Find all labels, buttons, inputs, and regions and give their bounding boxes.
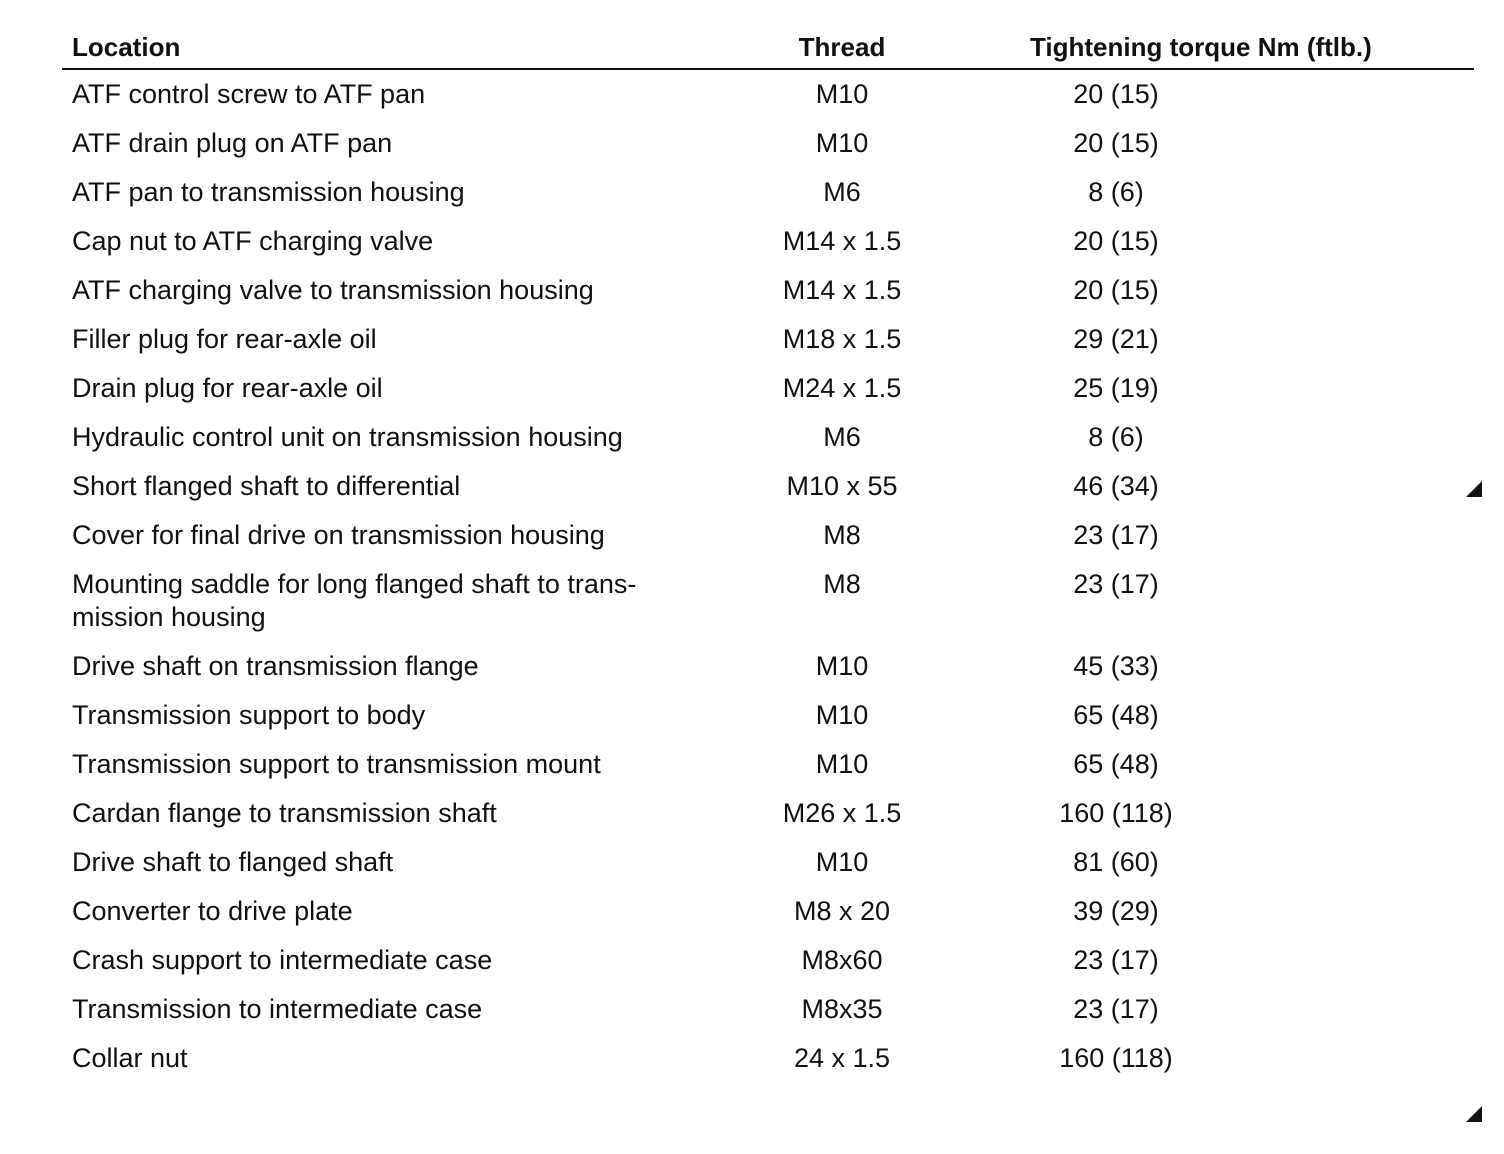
cell-torque bbox=[972, 511, 1474, 560]
table-row bbox=[62, 887, 1474, 936]
cell-torque bbox=[972, 642, 1474, 691]
table-row bbox=[62, 985, 1474, 1034]
cell-location: ATF pan to transmission housing bbox=[72, 177, 465, 207]
cell-torque bbox=[972, 789, 1474, 838]
cell-location: Cardan flange to transmission shaft bbox=[72, 798, 497, 828]
cell-thread: M24 x 1.5 bbox=[782, 373, 902, 403]
torque-value: 20 (15) bbox=[1073, 226, 1159, 256]
torque-value: 23 (17) bbox=[1073, 994, 1159, 1024]
cell-location bbox=[62, 560, 712, 642]
table-row bbox=[62, 560, 1474, 642]
cell-location: ATF charging valve to transmission housing bbox=[72, 275, 594, 305]
cell-torque bbox=[972, 560, 1474, 642]
cell-thread: M18 x 1.5 bbox=[782, 324, 902, 354]
cell-thread: M8 bbox=[823, 520, 861, 550]
cell-thread: M10 bbox=[815, 651, 869, 681]
torque-value: 39 (29) bbox=[1073, 896, 1159, 926]
cell-torque bbox=[972, 69, 1474, 119]
cell-location: Drain plug for rear-axle oil bbox=[72, 373, 383, 403]
cell-thread: 24 x 1.5 bbox=[793, 1043, 891, 1073]
torque-value: 20 (15) bbox=[1073, 128, 1159, 158]
cell-torque bbox=[972, 887, 1474, 936]
cell-location: Crash support to intermediate case bbox=[72, 945, 493, 975]
table-row bbox=[62, 740, 1474, 789]
header-torque: Tightening torque Nm (ftlb.) bbox=[972, 26, 1474, 69]
cell-torque bbox=[972, 985, 1474, 1034]
cell-thread: M10 x 55 bbox=[786, 471, 898, 501]
table-row bbox=[62, 1034, 1474, 1083]
header-thread: Thread bbox=[712, 26, 972, 69]
cell-location: ATF drain plug on ATF pan bbox=[72, 128, 393, 158]
cell-torque bbox=[972, 266, 1474, 315]
table-row bbox=[62, 119, 1474, 168]
table-row bbox=[62, 936, 1474, 985]
cell-location: ATF control screw to ATF pan bbox=[72, 79, 426, 109]
cell-torque bbox=[972, 1034, 1474, 1083]
cell-torque bbox=[972, 740, 1474, 789]
torque-value: 29 (21) bbox=[1073, 324, 1159, 354]
cell-location: Converter to drive plate bbox=[72, 896, 353, 926]
torque-value: 160 (118) bbox=[1059, 798, 1173, 828]
table-row bbox=[62, 364, 1474, 413]
torque-value: 20 (15) bbox=[1073, 275, 1159, 305]
table-row bbox=[62, 511, 1474, 560]
cell-thread: M14 x 1.5 bbox=[782, 275, 902, 305]
cell-location: Transmission support to body bbox=[72, 700, 426, 730]
torque-value: 65 (48) bbox=[1073, 700, 1159, 730]
torque-value: 25 (19) bbox=[1073, 373, 1159, 403]
cell-location: Transmission to intermediate case bbox=[72, 994, 483, 1024]
table-row bbox=[62, 691, 1474, 740]
cell-torque bbox=[972, 119, 1474, 168]
cell-thread: M10 bbox=[815, 749, 869, 779]
cell-torque bbox=[972, 315, 1474, 364]
table-row bbox=[62, 315, 1474, 364]
torque-value: 45 (33) bbox=[1073, 651, 1159, 681]
table-row bbox=[62, 462, 1474, 511]
cell-torque bbox=[972, 462, 1474, 511]
table-row bbox=[62, 789, 1474, 838]
cell-location-line1: Mounting saddle for long flanged shaft to trans- bbox=[72, 569, 637, 599]
cell-location: Cap nut to ATF charging valve bbox=[72, 226, 434, 256]
cell-location: Transmission support to transmission mount bbox=[72, 749, 601, 779]
cell-torque bbox=[972, 838, 1474, 887]
cell-thread: M10 bbox=[815, 79, 869, 109]
cell-location: Hydraulic control unit on transmission housing bbox=[72, 422, 623, 452]
cell-location: Drive shaft to flanged shaft bbox=[72, 847, 394, 877]
cell-torque bbox=[972, 691, 1474, 740]
cell-thread: M8x60 bbox=[801, 945, 883, 975]
cell-torque bbox=[972, 413, 1474, 462]
cell-torque bbox=[972, 217, 1474, 266]
cell-torque bbox=[972, 168, 1474, 217]
table-row bbox=[62, 266, 1474, 315]
cell-thread: M8 bbox=[823, 569, 861, 599]
cell-location: Collar nut bbox=[72, 1043, 188, 1073]
cell-thread: M8x35 bbox=[801, 994, 883, 1024]
cell-thread: M10 bbox=[815, 700, 869, 730]
cell-location-line2: mission housing bbox=[72, 602, 266, 632]
torque-value: 23 (17) bbox=[1073, 520, 1159, 550]
cell-thread: M26 x 1.5 bbox=[782, 798, 902, 828]
torque-value: 20 (15) bbox=[1073, 79, 1159, 109]
torque-table bbox=[62, 26, 1474, 1083]
table-row bbox=[62, 642, 1474, 691]
torque-value: 8 (6) bbox=[1088, 177, 1144, 207]
cell-thread: M10 bbox=[815, 847, 869, 877]
torque-value: 65 (48) bbox=[1073, 749, 1159, 779]
cell-location: Cover for final drive on transmission housing bbox=[72, 520, 605, 550]
torque-value: 81 (60) bbox=[1073, 847, 1159, 877]
cell-thread: M14 x 1.5 bbox=[782, 226, 902, 256]
table-row bbox=[62, 168, 1474, 217]
cell-location: Short flanged shaft to differential bbox=[72, 471, 461, 501]
page-corner-mark-icon bbox=[1466, 481, 1482, 497]
cell-thread: M6 bbox=[823, 422, 861, 452]
table-row bbox=[62, 217, 1474, 266]
torque-value: 23 (17) bbox=[1073, 945, 1159, 975]
torque-value: 8 (6) bbox=[1088, 422, 1144, 452]
torque-value: 160 (118) bbox=[1059, 1043, 1173, 1073]
cell-thread: M8 x 20 bbox=[793, 896, 891, 926]
table-row bbox=[62, 69, 1474, 119]
cell-torque bbox=[972, 364, 1474, 413]
torque-value: 46 (34) bbox=[1073, 471, 1159, 501]
table-header-row bbox=[62, 26, 1474, 69]
table-row bbox=[62, 413, 1474, 462]
cell-location: Filler plug for rear-axle oil bbox=[72, 324, 377, 354]
page-corner-mark-icon bbox=[1466, 1106, 1482, 1122]
cell-torque bbox=[972, 936, 1474, 985]
cell-thread: M6 bbox=[823, 177, 861, 207]
table-row bbox=[62, 838, 1474, 887]
header-location: Location bbox=[62, 26, 712, 69]
cell-location: Drive shaft on transmission flange bbox=[72, 651, 479, 681]
cell-thread: M10 bbox=[815, 128, 869, 158]
torque-value: 23 (17) bbox=[1073, 569, 1159, 599]
